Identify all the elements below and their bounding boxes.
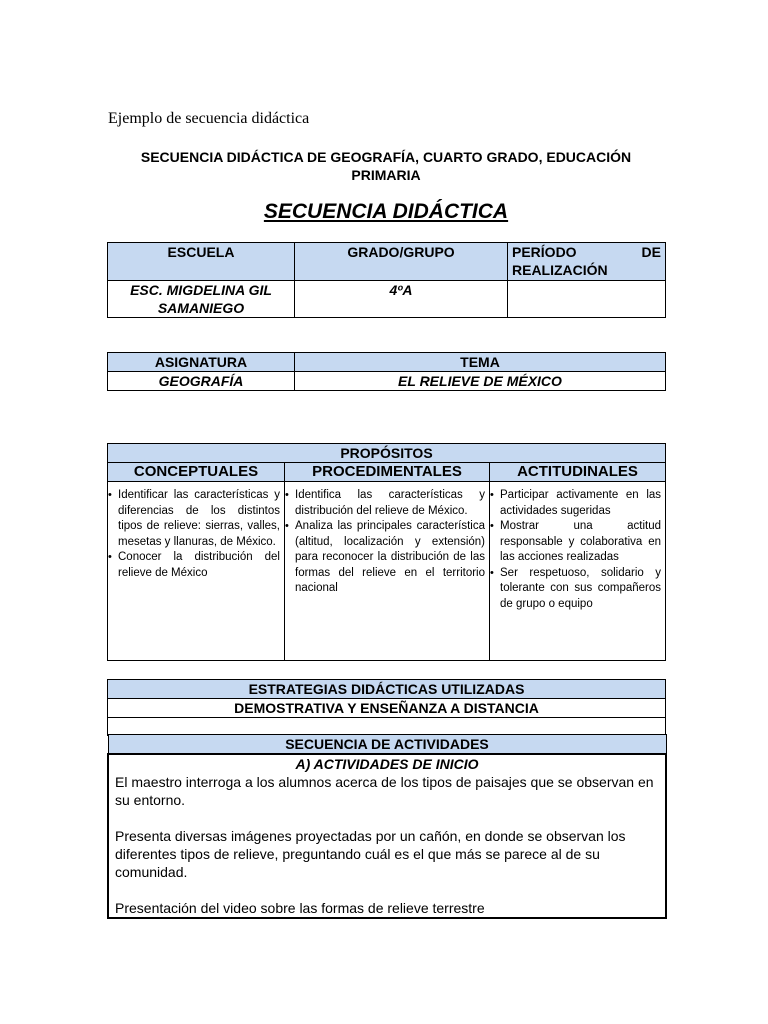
list-item: • Participar activamente en las actividades sugeridas — [494, 488, 661, 519]
activity-paragraph: Presentación del video sobre las formas de relieve terrestre — [115, 900, 485, 916]
list-item: • Conocer la distribución del relieve de México — [112, 550, 280, 581]
secuencia-table — [107, 734, 667, 919]
propositos-table — [107, 443, 666, 661]
estrategias-value: DEMOSTRATIVA Y ENSEÑANZA A DISTANCIA — [108, 699, 666, 718]
subject-table — [107, 352, 666, 391]
list-item: • Identifica las características y distribución del relieve de México. — [289, 488, 485, 519]
periodo-header-de: DE — [641, 244, 661, 260]
activity-paragraph: El maestro interroga a los alumnos acerca de los tipos de paisajes que se observan en su entorno. — [115, 774, 654, 808]
tema-value: EL RELIEVE DE MÉXICO — [295, 372, 666, 391]
estrategias-empty-row — [108, 718, 666, 736]
section-title: SECUENCIA DIDÁCTICA — [263, 200, 509, 223]
school-info-table — [107, 242, 666, 318]
secuencia-subtitle: A) ACTIVIDADES DE INICIO — [295, 756, 479, 772]
conceptuales-cell — [108, 482, 285, 661]
main-title: SECUENCIA DIDÁCTICA DE GEOGRAFÍA, CUARTO GRADO, EDUCACIÓN PRIMARIA — [140, 149, 632, 183]
tema-header: TEMA — [295, 353, 666, 372]
asignatura-header: ASIGNATURA — [108, 353, 295, 372]
periodo-value — [508, 281, 666, 318]
estrategias-table — [107, 679, 666, 736]
escuela-header: ESCUELA — [108, 243, 295, 281]
list-item: • Mostrar una actitud responsable y colaborativa en las acciones realizadas — [494, 519, 661, 566]
asignatura-value: GEOGRAFÍA — [108, 372, 295, 391]
propositos-title: PROPÓSITOS — [108, 444, 666, 463]
periodo-header-word: PERÍODO — [512, 244, 577, 260]
estrategias-title: ESTRATEGIAS DIDÁCTICAS UTILIZADAS — [108, 680, 666, 699]
list-item: • Ser respetuoso, solidario y tolerante con sus compañeros de grupo o equipo — [494, 566, 661, 613]
actitudinales-header: ACTITUDINALES — [490, 463, 666, 482]
procedimentales-header: PROCEDIMENTALES — [285, 463, 490, 482]
activity-paragraph: Presenta diversas imágenes proyectadas por un cañón, en donde se observan los diferentes tipos de relieve, preguntando cuál es el que más se parece al de su comunidad. — [115, 828, 626, 880]
grado-header: GRADO/GRUPO — [295, 243, 508, 281]
conceptuales-header: CONCEPTUALES — [108, 463, 285, 482]
procedimentales-cell — [285, 482, 490, 661]
grado-value: 4ºA — [295, 281, 508, 318]
periodo-header-line2: REALIZACIÓN — [512, 262, 608, 278]
secuencia-text — [109, 773, 665, 917]
secuencia-body — [108, 754, 666, 918]
periodo-header — [508, 243, 666, 281]
document-heading: Ejemplo de secuencia didáctica — [108, 110, 310, 127]
list-item: • Identificar las características y diferencias de los distintos tipos de relieve: sierras, valles, mesetas y llanuras, de México. — [112, 488, 280, 550]
list-item: • Analiza las principales característica (altitud, localización y extensión) para reconocer la distribución de las formas del relieve en el territorio nacional — [289, 519, 485, 597]
actitudinales-cell — [490, 482, 666, 661]
secuencia-title: SECUENCIA DE ACTIVIDADES — [108, 735, 666, 755]
escuela-value: ESC. MIGDELINA GIL SAMANIEGO — [108, 281, 295, 318]
